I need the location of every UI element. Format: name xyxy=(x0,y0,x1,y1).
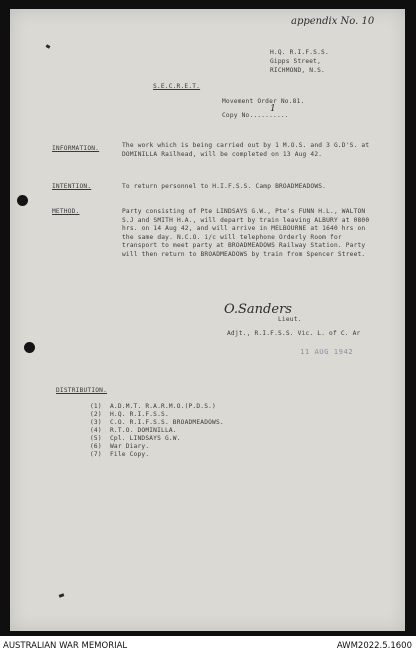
list-item: (1) A.D.M.T. R.A.R.M.O.(P.D.S.) xyxy=(90,403,216,410)
list-item: (2) H.Q. R.I.F.S.S. xyxy=(90,411,169,418)
list-item: (5) Cpl. LINDSAYS G.W. xyxy=(90,435,181,442)
movement-order-number: Movement Order No.81. xyxy=(222,98,305,105)
footer-institution: AUSTRALIAN WAR MEMORIAL xyxy=(3,641,128,651)
document-page xyxy=(10,9,405,631)
section-label-intention: INTENTION. xyxy=(52,183,92,190)
sender-line-1: H.Q. R.I.F.S.S. xyxy=(270,49,329,56)
handwritten-annotation: appendix No. 10 xyxy=(291,16,375,27)
signatory-rank: Lieut. xyxy=(278,316,302,323)
section-text-method: Party consisting of Pte LINDSAYS G.W., Pte's FUNN H.L., WALTON S.J and SMITH H.A., will depart by train leaving ALBURY at 0800 hrs. on 14 Aug 42, and will arrive in MELBOURNE at 1640 hrs on the same day. N.C.O. i/c will telephone Orderly Room for transport to meet party at BROADMEADOWS Railway Station. Party will then return to BROADMEADOWS by train from Spencer Street. xyxy=(122,208,370,258)
copy-number: Copy No.......... xyxy=(222,112,289,119)
document-heading: S.E.C.R.E.T. xyxy=(153,83,201,90)
section-label-method: METHOD. xyxy=(52,208,80,215)
date-stamp: 11 AUG 1942 xyxy=(300,347,354,356)
section-label-information: INFORMATION. xyxy=(52,145,100,152)
sender-line-2: Gipps Street, xyxy=(270,58,322,65)
list-item: (4) R.T.O. DOMINILLA. xyxy=(90,427,177,434)
sender-line-3: RICHMOND, N.S. xyxy=(270,67,325,74)
signature: O.Sanders xyxy=(224,302,292,317)
section-text-intention: To return personnel to H.I.F.S.S. Camp BROADMEADOWS. xyxy=(122,183,327,190)
copy-number-handwritten: 1 xyxy=(270,104,276,114)
list-item: (6) War Diary. xyxy=(90,443,150,450)
list-item: (7) File Copy. xyxy=(90,451,150,458)
punch-hole-top xyxy=(17,195,28,206)
list-item: (3) C.O. R.I.F.S.S. BROADMEADOWS. xyxy=(90,419,224,426)
punch-hole-bottom xyxy=(24,342,35,353)
footer-accession-number: AWM2022.5.1600 xyxy=(336,641,412,651)
distribution-heading: DISTRIBUTION. xyxy=(56,387,108,394)
signatory-title: Adjt., R.I.F.S.S. Vic. L. of C. Ar xyxy=(227,330,361,337)
section-text-information: The work which is being carried out by 1 M.O.S. and 3 G.D'S. at DOMINILLA Railhead, will be completed on 13 Aug 42. xyxy=(122,142,370,158)
